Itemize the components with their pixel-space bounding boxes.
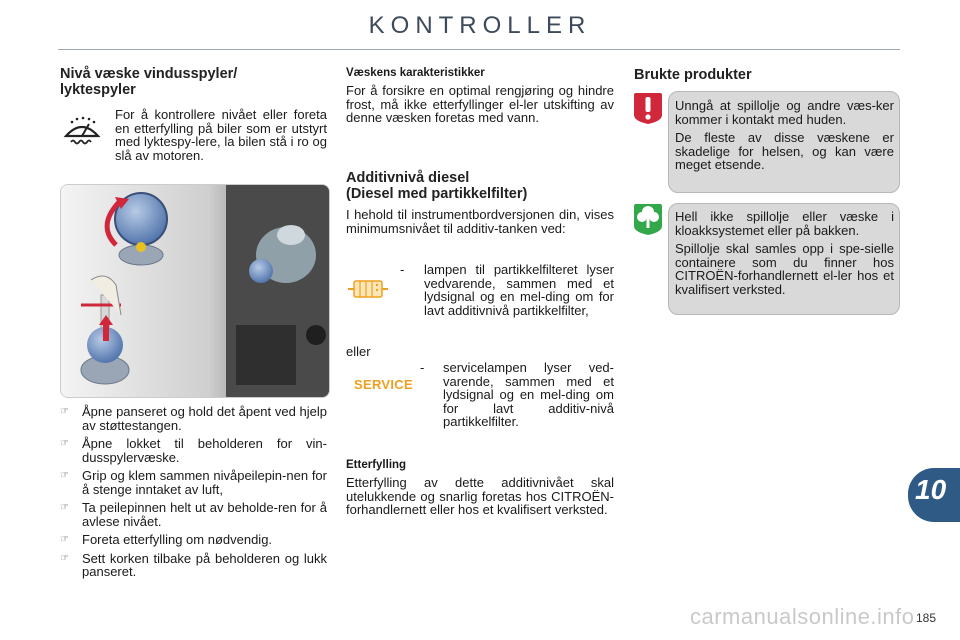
environment-paragraph-2: Spillolje skal samles opp i spe-sielle containere som du finner hos CITROËN-forhandlernett el-ler hos et kvalifisert verksted. xyxy=(675,241,894,297)
washer-heading-line1: Nivå væske vindusspyler/ xyxy=(60,66,238,82)
or-text: eller xyxy=(346,344,371,359)
washer-fluid-icon xyxy=(62,114,102,150)
washer-heading xyxy=(60,66,320,98)
service-lamp-icon xyxy=(354,376,413,394)
filter-warning-icon xyxy=(346,276,390,302)
bullet-icon: ☞ xyxy=(60,470,69,481)
list-item: ☞ Sett korken tilbake på beholderen og lukk panseret. xyxy=(60,550,327,579)
item2-text: servicelampen lyser ved-varende, sammen med et lydsignal og en mel-ding om for lavt additiv-nivå partikkelfilter. xyxy=(443,360,614,429)
environment-paragraph-1: Hell ikke spillolje eller væske i kloakksystemet eller på bakken. xyxy=(675,209,894,238)
fill-heading: Etterfylling xyxy=(346,459,407,471)
chapter-number: 10 xyxy=(915,474,947,505)
list-item: ☞ Grip og klem sammen nivåpeilepin-nen for å stenge inntaket av luft, xyxy=(60,468,327,497)
environment-text xyxy=(675,210,894,296)
char-heading: Væskens karakteristikker xyxy=(346,67,485,79)
environment-tree-icon xyxy=(632,200,664,236)
item1-text: lampen til partikkelfilteret lyser vedvarende, sammen med et lydsignal og en mel-ding om for lavt additivnivå partikkelfilter, xyxy=(424,262,614,318)
washer-steps xyxy=(60,405,327,584)
bullet-icon: ☞ xyxy=(60,552,69,564)
warning-exclamation-icon xyxy=(632,89,664,125)
item1-dash: - xyxy=(400,262,405,277)
warning-text xyxy=(675,99,894,172)
watermark: carmanualsonline.info xyxy=(690,604,915,629)
warning-paragraph-2: De fleste av disse væskene er skadelige for helsen, og kan være meget etsende. xyxy=(675,130,894,172)
warning-paragraph-1: Unngå at spillolje og andre væs-ker kommer i kontakt med huden. xyxy=(675,98,894,127)
additive-heading-line1: Additivnivå diesel xyxy=(346,170,470,186)
additive-heading xyxy=(346,170,614,202)
bullet-icon: ☞ xyxy=(60,502,69,513)
bullet-icon: ☞ xyxy=(60,406,69,417)
washer-heading-line2: lyktespyler xyxy=(60,82,136,98)
list-item: ☞ Ta peilepinnen helt ut av beholde-ren for å avlese nivået. xyxy=(60,500,327,529)
bullet-icon: ☞ xyxy=(60,534,69,545)
service-lamp-label: SERVICE xyxy=(354,377,413,392)
page-title: KONTROLLER xyxy=(368,12,592,39)
bullet-icon: ☞ xyxy=(60,438,69,449)
list-item: ☞ Åpne lokket til beholderen for vin-dusspylervæske. xyxy=(60,436,327,465)
additive-heading-line2: (Diesel med partikkelfilter) xyxy=(346,186,528,202)
item2-dash: - xyxy=(420,360,425,375)
photo-illustration xyxy=(60,184,330,398)
list-item: ☞ Åpne panseret og hold det åpent ved hjelp av støttestangen. xyxy=(60,404,327,433)
header-rule xyxy=(58,49,900,50)
fill-text: Etterfylling av dette additivnivået skal utelukkende og snarlig foretas hos CITROËN-forhandlernett eller hos et kvalifisert verksted. xyxy=(346,475,614,517)
list-item: ☞ Foreta etterfylling om nødvendig. xyxy=(60,532,273,547)
char-text: For å forsikre en optimal rengjøring og hindre frost, må ikke etterfyllinger el-ler utskifting av denne væsken foretas med vann. xyxy=(346,83,614,125)
used-products-heading: Brukte produkter xyxy=(634,67,752,83)
washer-intro: For å kontrollere nivået eller foreta en etterfylling på biler som er utstyrt med lyktespy-lere, la bilen stå i ro og slå av motoren. xyxy=(115,107,327,163)
additive-text: I hehold til instrumentbordversjonen din, vises minimumsnivået til additiv-tanken ved: xyxy=(346,207,614,236)
page-number: 185 xyxy=(916,611,937,625)
